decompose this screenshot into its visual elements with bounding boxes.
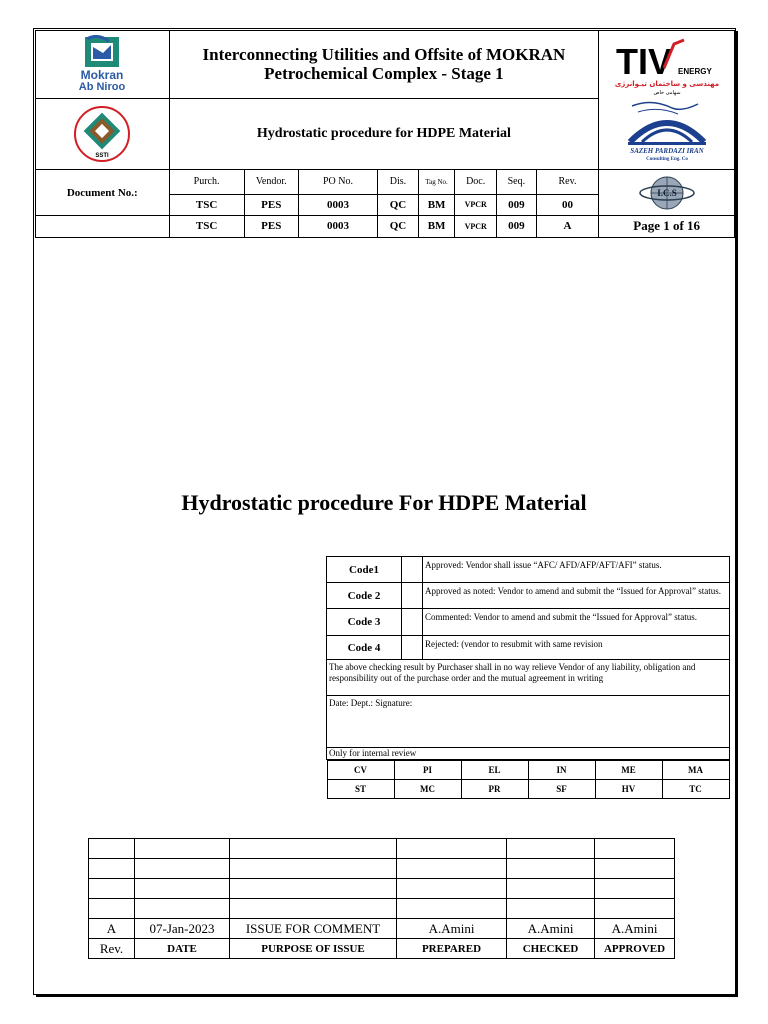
col-header-rev: Rev. [536,170,599,194]
code-label: Code1 [327,557,402,583]
purch-value: TSC [169,194,244,215]
ssti-logo-cell [36,98,170,170]
tiv-energy-logo [612,38,722,96]
code-row [327,583,730,609]
code-checkbox [402,557,423,583]
discipline-grid [327,760,730,799]
ics-globe-logo [637,174,697,212]
mokran-ab-niroo-logo [57,35,147,93]
document-no-label: Document No.: [36,170,170,215]
code-description: Rejected: (vendor to resubmit with same revision [423,636,730,660]
project-title-cell [169,31,599,99]
purch-value-2: TSC [169,215,244,237]
doc-value: VPCR [455,194,497,215]
col-header-dis: Dis. [378,170,419,194]
revision-row [89,919,675,939]
approval-codes-table [326,556,730,799]
code-checkbox [402,583,423,609]
discipline-hv: HV [595,780,662,799]
code-checkbox [402,636,423,660]
discipline-ma: MA [662,761,729,780]
col-header-purch: Purch. [169,170,244,194]
vendor-value-2: PES [244,215,298,237]
code-label: Code 2 [327,583,402,609]
discipline-sf: SF [528,780,595,799]
revision-table [88,838,675,959]
revision-header-row [89,939,675,959]
dis-value: QC [378,194,419,215]
revision-header-rev: Rev. [89,939,135,959]
discipline-el: EL [461,761,528,780]
tiv-energy-text: ENERGY [677,67,712,77]
revision-row-empty [89,839,675,859]
revision-row-empty [89,859,675,879]
checking-result-note: The above checking result by Purchaser shall in no way relieve Vendor of any liability, obligation and responsibility out of the purchase order and the mutual agreement in writing [327,660,730,696]
code-label: Code 4 [327,636,402,660]
discipline-pr: PR [461,780,528,799]
tiv-persian-text: مهندسی و ساختمان تیـوانرژی [614,80,719,89]
ics-logo-cell [599,170,735,215]
discipline-st: ST [327,780,394,799]
doc-value-2: VPCR [455,215,497,237]
revision-header-date: DATE [135,939,230,959]
col-header-po-no: PO No. [298,170,377,194]
ab-niroo-logo-text: Ab Niroo [79,81,126,94]
revision-prepared: A.Amini [397,919,507,939]
col-header-vendor: Vendor. [244,170,298,194]
code-row [327,609,730,636]
sazeh-pardazi-logo [612,96,722,162]
col-header-seq: Seq. [497,170,537,194]
discipline-pi: PI [394,761,461,780]
date-signature-line: Date: Dept.: Signature: [327,696,730,748]
rev-value-2: A [536,215,599,237]
sazeh-logo-text: SAZEH PARDAZI IRAN [629,147,704,156]
discipline-tc: TC [662,780,729,799]
ics-logo-text: I.C.S [656,187,677,198]
mokran-logo-cell [36,31,170,99]
contractor-logos-cell [599,31,735,170]
code-row [327,636,730,660]
discipline-cv: CV [327,761,394,780]
code-row [327,557,730,583]
discipline-mc: MC [394,780,461,799]
tiv-logo-text: TIV [615,41,672,83]
mokran-logo-text: Mokran [80,68,124,83]
page-number: Page 1 of 16 [599,215,735,237]
code-description: Approved as noted: Vendor to amend and submit the “Issued for Approval” status. [423,583,730,609]
internal-review-label: Only for internal review [327,748,730,760]
project-title-line-1: Interconnecting Utilities and Offsite of MOKRAN [202,45,566,65]
document-subtitle: Hydrostatic procedure for HDPE Material [169,98,599,170]
revision-checked: A.Amini [507,919,595,939]
revision-row-empty [89,899,675,919]
revision-header-checked: CHECKED [507,939,595,959]
ssti-logo-text: SSTI [95,152,109,159]
rev-value: 00 [536,194,599,215]
revision-date: 07-Jan-2023 [135,919,230,939]
revision-row-empty [89,879,675,899]
po-no-value: 0003 [298,194,377,215]
tiv-persian-small-text: سهامی خاص [653,90,681,97]
discipline-me: ME [595,761,662,780]
po-no-value-2: 0003 [298,215,377,237]
code-label: Code 3 [327,609,402,636]
revision-purpose: ISSUE FOR COMMENT [230,919,397,939]
document-title: Hydrostatic procedure For HDPE Material [181,490,587,515]
project-title-line-2: Petrochemical Complex - Stage 1 [264,64,504,84]
revision-header-purpose: PURPOSE OF ISSUE [230,939,397,959]
revision-rev: A [89,919,135,939]
code-description: Commented: Vendor to amend and submit the “Issued for Approval” status. [423,609,730,636]
dis-value-2: QC [378,215,419,237]
tag-no-value-2: BM [418,215,455,237]
vendor-value: PES [244,194,298,215]
tag-no-value: BM [418,194,455,215]
sazeh-tagline-text: Consulting Eng. Co [645,157,688,163]
document-header [35,30,735,238]
code-description: Approved: Vendor shall issue “AFC/ AFD/AFP/AFT/AFI” status. [423,557,730,583]
discipline-in: IN [528,761,595,780]
col-header-tag-no: Tag No. [418,170,455,194]
col-header-doc: Doc. [455,170,497,194]
revision-header-approved: APPROVED [595,939,675,959]
revision-header-prepared: PREPARED [397,939,507,959]
seq-value-2: 009 [497,215,537,237]
revision-approved: A.Amini [595,919,675,939]
code-checkbox [402,609,423,636]
ssti-logo [67,104,137,164]
seq-value: 009 [497,194,537,215]
